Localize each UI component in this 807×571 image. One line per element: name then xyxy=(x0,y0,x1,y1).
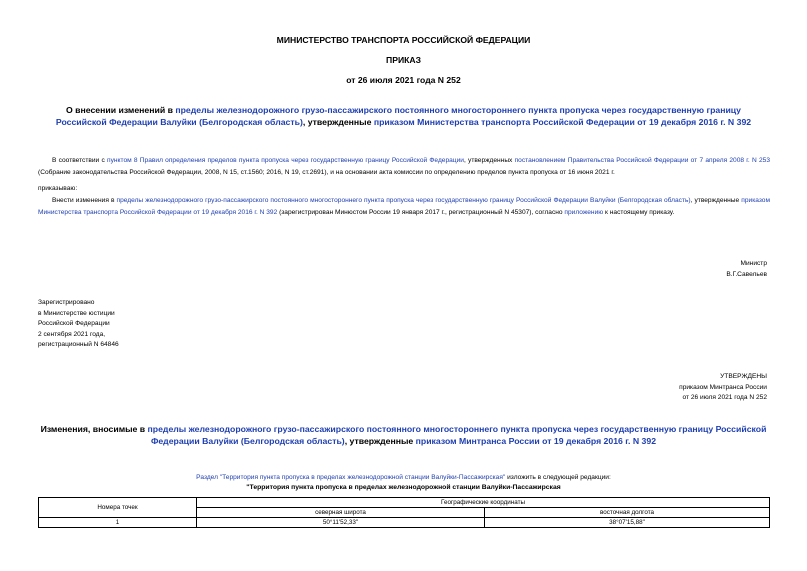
section-instruction xyxy=(0,473,807,484)
doc-type-heading: ПРИКАЗ xyxy=(386,55,421,65)
cell-latitude: 50°11'52,33" xyxy=(197,518,485,528)
signature-position: Министр xyxy=(740,260,767,267)
body-link-order[interactable]: приказом Министерства транспорта Российской Федерации от 19 декабря 2016 г. N 392 xyxy=(38,197,770,216)
body-link-appendix[interactable]: приложению xyxy=(564,208,604,216)
changes-title-link-order[interactable]: приказом Минтранса России от 19 декабря 2016 г. N 392 xyxy=(415,436,657,446)
header-latitude: северная широта xyxy=(197,508,485,518)
section-text: изложить в следующей редакции: xyxy=(505,474,611,481)
preamble-link-resolution[interactable]: постановлением Правительства Российской Федерации от 7 апреля 2008 г. N 253 xyxy=(514,157,770,164)
body-text-4: к настоящему приказу. xyxy=(603,208,675,216)
cell-longitude: 38°07'15,88" xyxy=(485,518,770,528)
body-text-3: (зарегистрирован Минюстом России 19 января 2017 г., регистрационный N 45307), согласно xyxy=(277,208,565,216)
approved-line-2: приказом Минтранса России xyxy=(679,383,767,391)
cell-point-number: 1 xyxy=(39,518,197,528)
coordinates-table xyxy=(38,497,770,528)
changes-title-text-2: , утвержденные xyxy=(344,436,416,446)
registration-block xyxy=(38,298,119,351)
preamble-link-rules[interactable]: пунктом 8 Правил определения пределов пункта пропуска через государственную границу Российской Федерации xyxy=(107,157,464,164)
title-link-order[interactable]: приказом Министерства транспорта Российской Федерации от 19 декабря 2016 г. N 392 xyxy=(373,117,752,127)
signature-name: В.Г.Савельев xyxy=(726,270,767,278)
registration-line-5: регистрационный N 64846 xyxy=(38,341,119,348)
title-link-limits[interactable]: пределы железнодорожного грузо-пассажирского постоянного многостороннего пункта пропуска через государственную границу Российской Федерации Валуйки (Белгородская область) xyxy=(55,105,741,127)
section-link[interactable]: Раздел "Территория пункта пропуска в пределах железнодорожной станции Валуйки-Пассажирская" xyxy=(196,474,506,481)
preamble-text-2: , утвержденных xyxy=(463,157,515,164)
signature-block xyxy=(726,259,767,280)
preamble-text-3: (Собрание законодательства Российской Федерации, 2008, N 15, ст.1560; 2016, N 19, ст.2691), и на основании акта комиссии по определению пределов пункта пропуска от 16 июня 2021 г. xyxy=(38,168,615,176)
header-points: Номера точек xyxy=(39,498,197,518)
preamble-paragraph xyxy=(38,155,770,178)
header-geo-coords: Географические координаты xyxy=(197,498,770,508)
approved-block xyxy=(679,372,767,404)
body-text-1: Внести изменения в xyxy=(52,197,117,204)
header-longitude: восточная долгота xyxy=(485,508,770,518)
section-caption: "Территория пункта пропуска в пределах железнодорожной станции Валуйки-Пассажирская xyxy=(246,484,561,491)
order-word: приказываю: xyxy=(38,185,78,192)
doc-date-heading: от 26 июля 2021 года N 252 xyxy=(346,75,461,85)
registration-line-2: в Министерстве юстиции xyxy=(38,309,115,317)
registration-line-3: Российской Федерации xyxy=(38,320,110,327)
changes-title xyxy=(0,423,807,447)
approved-line-3: от 26 июля 2021 года N 252 xyxy=(682,394,767,401)
approved-line-1: УТВЕРЖДЕНЫ xyxy=(720,373,767,380)
body-link-limits[interactable]: пределы железнодорожного грузо-пассажирского постоянного многостороннего пункта пропуска через государственную границу Российской Федерации Валуйки (Белгородская область) xyxy=(116,197,691,204)
registration-line-4: 2 сентября 2021 года, xyxy=(38,330,106,338)
title-text-2: , утвержденные xyxy=(302,117,374,127)
title-text-1: О внесении изменений в xyxy=(66,105,176,115)
body-text-2: , утвержденные xyxy=(690,197,742,204)
registration-line-1: Зарегистрировано xyxy=(38,299,95,306)
preamble-text-1: В соответствии с xyxy=(52,157,108,164)
changes-title-link-limits[interactable]: пределы железнодорожного грузо-пассажирского постоянного многостороннего пункта пропуска через государственную границу Российской Федерации Валуйки (Белгородская область) xyxy=(147,424,767,446)
ministry-heading: МИНИСТЕРСТВО ТРАНСПОРТА РОССИЙСКОЙ ФЕДЕРАЦИИ xyxy=(276,35,531,45)
document-title xyxy=(0,104,807,128)
body-paragraph xyxy=(38,195,770,218)
changes-title-text-1: Изменения, вносимые в xyxy=(40,424,148,434)
table-row xyxy=(39,518,770,528)
